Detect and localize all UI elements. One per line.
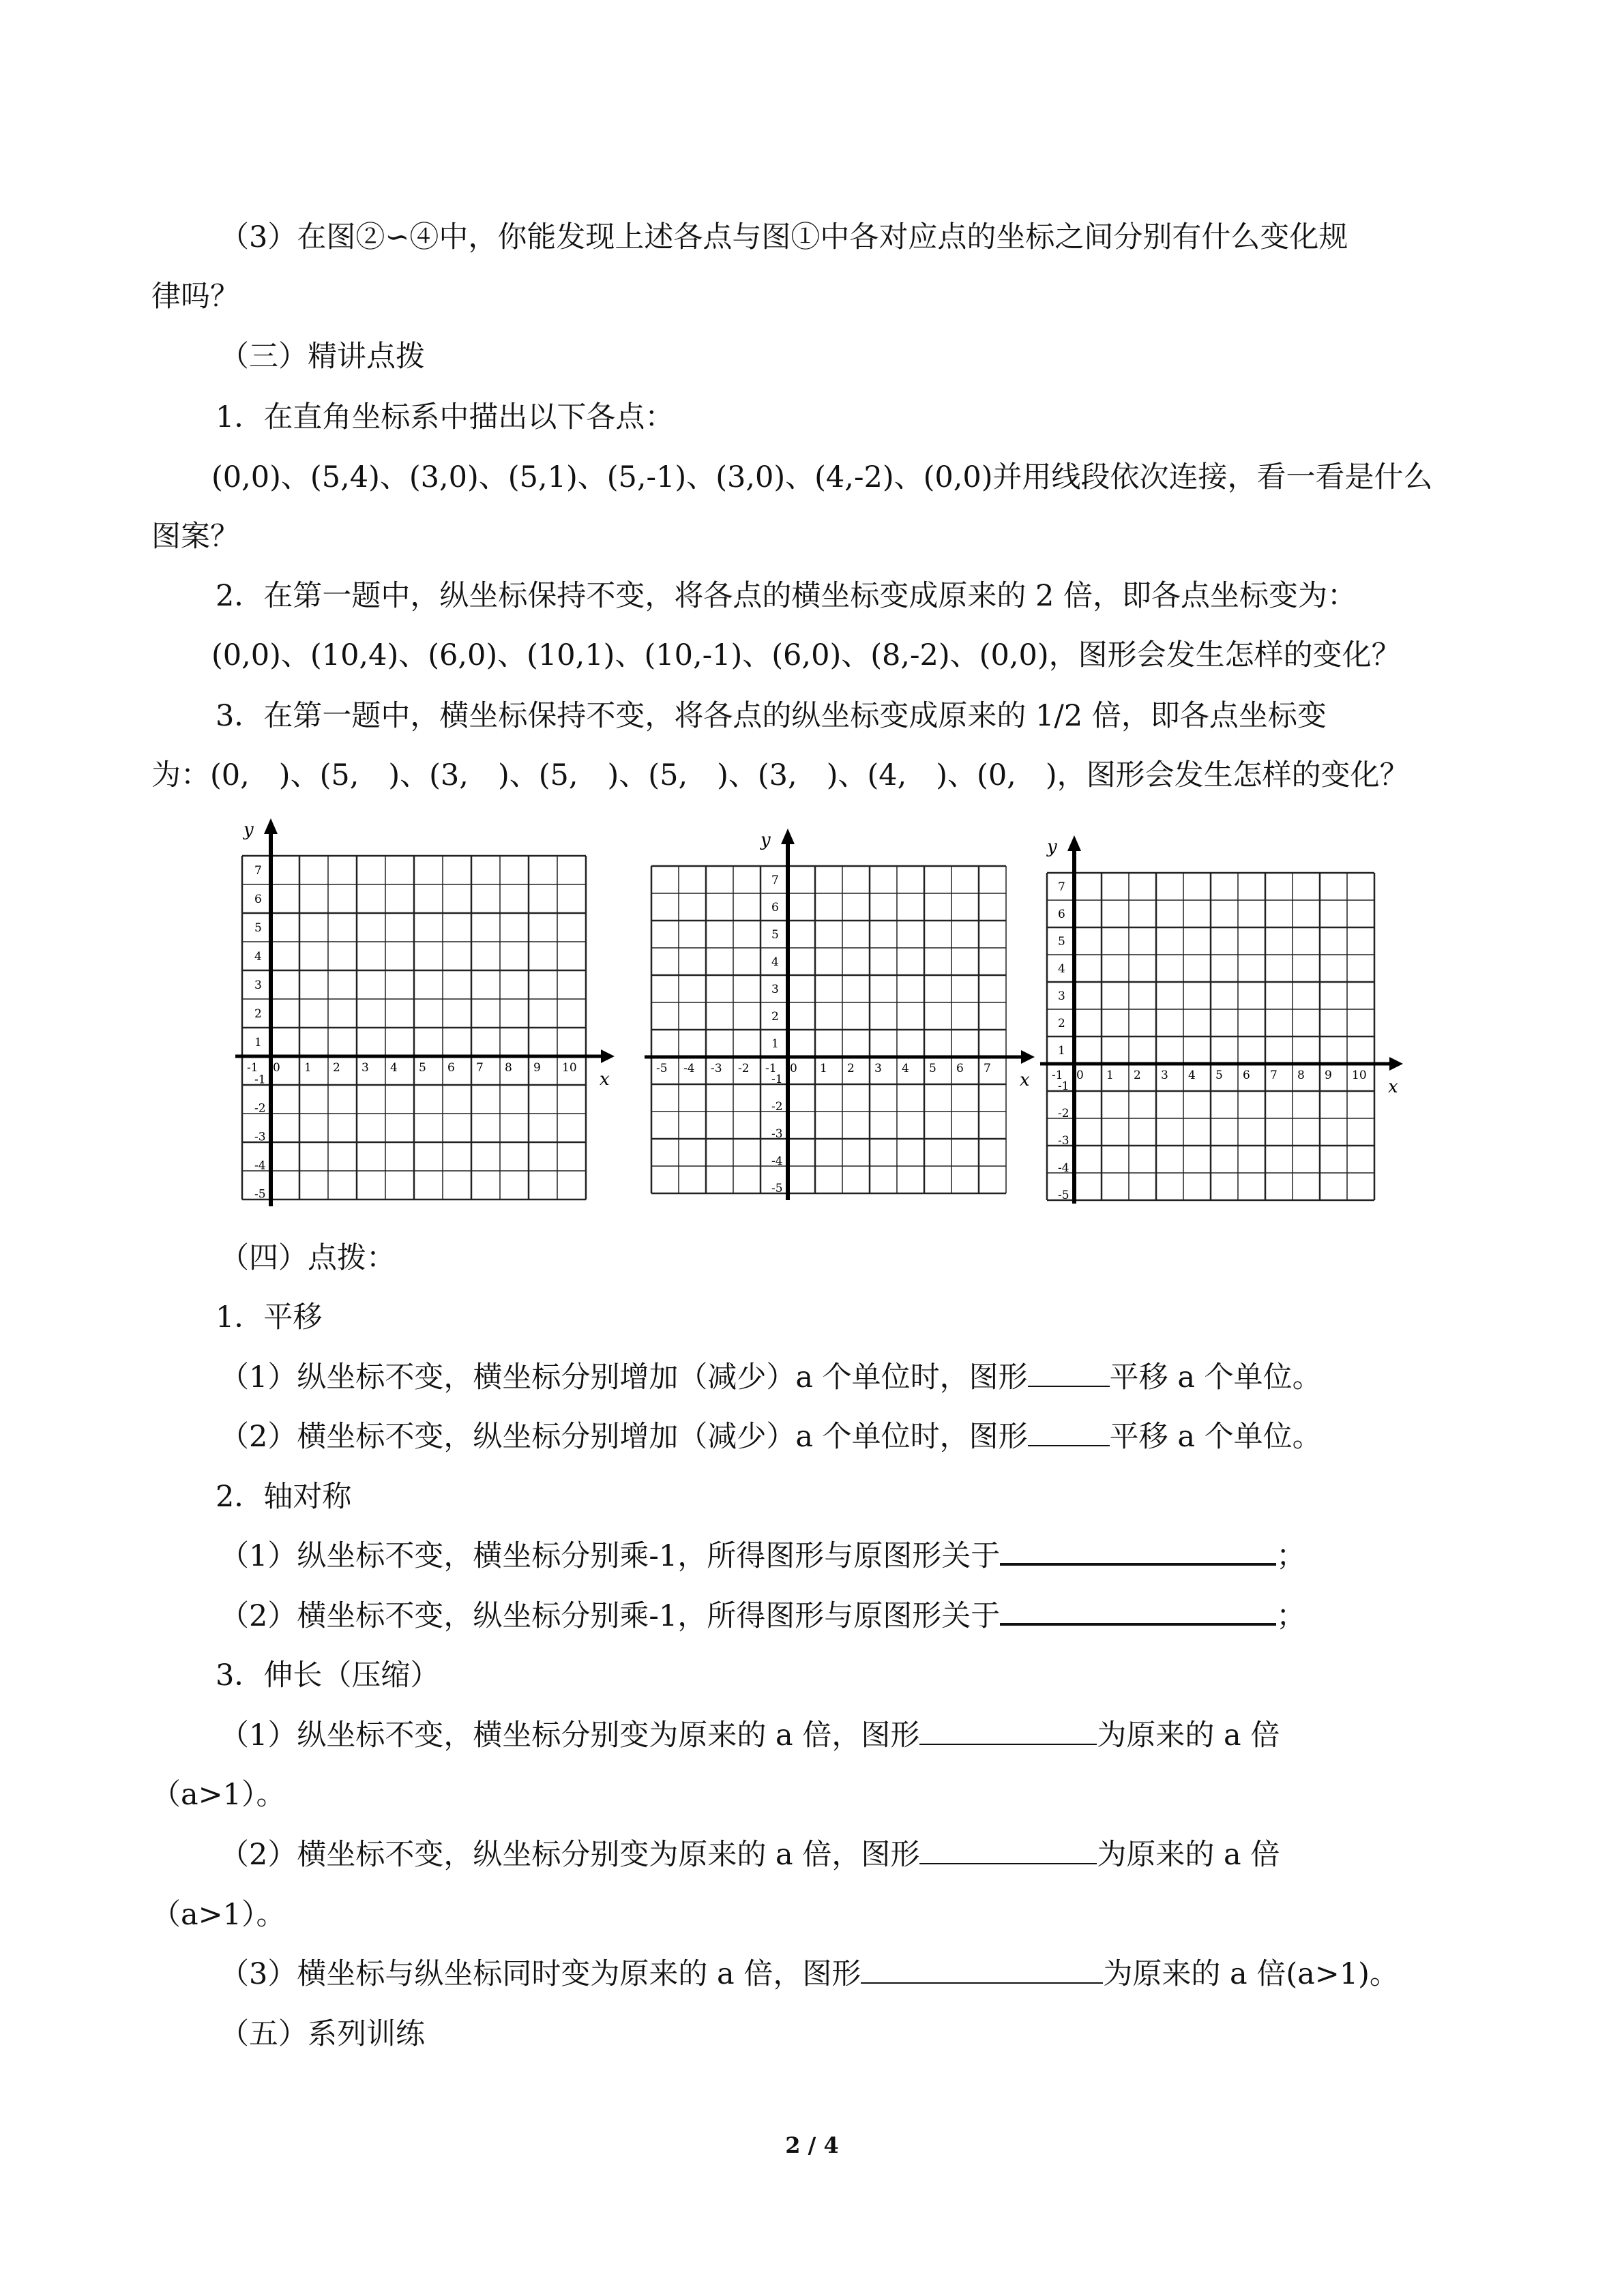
t1-a-line [220, 1357, 1322, 1398]
x-tick-label: 0 [790, 1062, 797, 1075]
x-tick-label: 3 [1161, 1069, 1168, 1082]
y-tick-label: 7 [1058, 880, 1065, 894]
y-tick-label: -3 [771, 1127, 783, 1141]
x-axis-label: x [600, 1069, 610, 1090]
y-tick-label: -2 [1058, 1107, 1069, 1120]
t2-a-line [220, 1536, 1305, 1577]
y-tick-label: -1 [254, 1073, 266, 1087]
t1-a-blank[interactable] [1028, 1358, 1110, 1387]
y-tick-label: 1 [1058, 1044, 1065, 1058]
x-tick-label: 5 [419, 1061, 426, 1075]
t3-b-text-after: 为原来的 a 倍 [1097, 1838, 1280, 1872]
x-tick-label: -4 [683, 1062, 695, 1075]
x-tick-label: 10 [562, 1061, 577, 1075]
x-tick-label: 1 [304, 1061, 312, 1075]
y-axis-label: y [1047, 837, 1057, 857]
x-axis-arrow-icon [1389, 1057, 1403, 1071]
t3-b-blank[interactable] [919, 1836, 1097, 1864]
t1-b-text: （2）横坐标不变，纵坐标分别增加（减少）a 个单位时，图形 [220, 1420, 1028, 1454]
p2-line-2: (0,0)、(10,4)、(6,0)、(10,1)、(10,-1)、(6,0)、(8,-2)、(0,0)，图形会发生怎样的变化？ [211, 638, 1401, 672]
t3-b-text: （2）横坐标不变，纵坐标分别变为原来的 a 倍，图形 [220, 1838, 920, 1872]
t3-c-text: （3）横坐标与纵坐标同时变为原来的 a 倍，图形 [220, 1957, 861, 1991]
t3-a-line [220, 1715, 1280, 1756]
x-tick-label: 3 [874, 1062, 882, 1075]
y-tick-label: 2 [771, 1010, 779, 1024]
t2-b-line [220, 1596, 1305, 1637]
x-tick-label: 4 [1188, 1069, 1196, 1082]
t3-a-blank[interactable] [919, 1716, 1097, 1745]
x-tick-label: 1 [820, 1062, 827, 1075]
t3-title: 3．伸长（压缩） [216, 1658, 440, 1693]
x-tick-label: 8 [1297, 1069, 1305, 1082]
y-tick-label: -4 [771, 1154, 783, 1168]
y-tick-label: -4 [254, 1159, 266, 1173]
t3-b-continuation: （a>1）。 [151, 1898, 286, 1932]
t2-b-semicolon: ； [1276, 1599, 1306, 1633]
y-tick-label: -5 [771, 1182, 783, 1195]
x-tick-label: 6 [1243, 1069, 1250, 1082]
x-tick-label: -2 [738, 1062, 750, 1075]
t2-a-semicolon: ； [1276, 1539, 1306, 1573]
y-axis-arrow-icon [781, 829, 795, 844]
y-tick-label: 7 [254, 864, 262, 878]
x-tick-label: 3 [361, 1061, 369, 1075]
y-tick-label: -5 [1058, 1189, 1069, 1202]
y-tick-label: 5 [254, 921, 262, 935]
y-tick-label: -2 [771, 1100, 783, 1114]
x-tick-label: 2 [1134, 1069, 1141, 1082]
x-tick-label: 7 [476, 1061, 484, 1075]
x-tick-label: 4 [390, 1061, 398, 1075]
p1-line-2: (0,0)、(5,4)、(3,0)、(5,1)、(5,-1)、(3,0)、(4,-2)、(0,0)并用线段依次连接，看一看是什么 [211, 460, 1433, 494]
t1-b-blank[interactable] [1028, 1418, 1110, 1446]
y-tick-label: 4 [1058, 962, 1065, 976]
y-tick-label: -1 [1058, 1079, 1069, 1093]
section-3-title: （三）精讲点拨 [220, 340, 425, 374]
y-tick-label: 7 [771, 874, 779, 887]
t2-title: 2．轴对称 [216, 1480, 352, 1514]
t1-b-text-after: 平移 a 个单位。 [1109, 1420, 1322, 1454]
p3-line-1: 3．在第一题中，横坐标保持不变，将各点的纵坐标变成原来的 1/2 倍，即各点坐标变 [216, 699, 1327, 733]
x-tick-label: 1 [1106, 1069, 1114, 1082]
x-tick-label: 4 [902, 1062, 909, 1075]
t3-c-blank[interactable] [861, 1955, 1103, 1984]
x-tick-label: 2 [847, 1062, 855, 1075]
y-axis-label: y [243, 820, 254, 840]
p1-line-3: 图案？ [151, 520, 239, 554]
section-5-title: （五）系列训练 [220, 2017, 425, 2051]
y-axis-label: y [761, 830, 771, 850]
y-tick-label: -2 [254, 1101, 266, 1116]
t1-a-text: （1）纵坐标不变，横坐标分别增加（减少）a 个单位时，图形 [220, 1360, 1028, 1395]
x-tick-label: 6 [447, 1061, 455, 1075]
y-tick-label: 3 [254, 979, 262, 992]
y-tick-label: 3 [1058, 989, 1065, 1003]
t3-c-text-after: 为原来的 a 倍(a>1)。 [1103, 1957, 1399, 1991]
x-axis-label: x [1020, 1070, 1030, 1090]
x-tick-label: 10 [1352, 1069, 1367, 1082]
x-tick-label: 6 [956, 1062, 964, 1075]
t3-a-text-after: 为原来的 a 倍 [1097, 1718, 1280, 1753]
y-tick-label: 4 [254, 950, 262, 964]
x-tick-label: 8 [505, 1061, 512, 1075]
y-tick-label: -4 [1058, 1161, 1069, 1175]
p1-line-1: 1．在直角坐标系中描出以下各点： [216, 400, 675, 434]
t2-b-blank[interactable] [1000, 1596, 1276, 1626]
y-tick-label: 3 [771, 983, 779, 996]
x-tick-label: 0 [273, 1061, 280, 1075]
y-tick-label: 1 [254, 1036, 262, 1049]
x-tick-label: 7 [984, 1062, 991, 1075]
t3-c-line [220, 1954, 1399, 1995]
y-tick-label: 2 [1058, 1017, 1065, 1030]
t1-title: 1．平移 [216, 1300, 323, 1335]
x-axis-arrow-icon [1021, 1050, 1035, 1064]
y-tick-label: -5 [254, 1187, 266, 1202]
y-tick-label: 1 [771, 1037, 779, 1051]
y-tick-label: 6 [1058, 908, 1065, 921]
x-tick-label: 5 [1215, 1069, 1223, 1082]
y-tick-label: 6 [254, 893, 262, 906]
t2-a-blank[interactable] [1000, 1536, 1276, 1566]
x-tick-label: 2 [333, 1061, 340, 1075]
x-tick-label: 9 [1325, 1069, 1332, 1082]
x-axis-label: x [1388, 1077, 1398, 1097]
x-tick-label: -1 [765, 1062, 777, 1075]
x-tick-label: -3 [711, 1062, 722, 1075]
p3-line-2: 为：(0, )、(5, )、(3, )、(5, )、(5, )、(3, )、(4, )、(0, )，图形会发生怎样的变化？ [151, 758, 1409, 792]
coordinate-grid-2 [641, 825, 1044, 1207]
t1-b-line [220, 1416, 1322, 1457]
x-tick-label: 5 [929, 1062, 936, 1075]
q3-line-1: （3）在图②∽④中，你能发现上述各点与图①中各对应点的坐标之间分别有什么变化规 [220, 220, 1348, 254]
coordinate-grid-1 [232, 815, 641, 1210]
t2-a-text: （1）纵坐标不变，横坐标分别乘-1，所得图形与原图形关于 [220, 1539, 1001, 1573]
t3-b-line [220, 1834, 1280, 1875]
x-tick-label: 9 [533, 1061, 541, 1075]
coordinate-grid-3 [1040, 835, 1436, 1204]
y-tick-label: -3 [1058, 1134, 1069, 1148]
y-axis-arrow-icon [1067, 835, 1081, 851]
t1-a-text-after: 平移 a 个单位。 [1109, 1360, 1322, 1395]
page-number: 2 / 4 [785, 2132, 839, 2158]
x-tick-label: -1 [247, 1061, 259, 1075]
y-tick-label: 4 [771, 955, 779, 969]
x-tick-label: 0 [1076, 1069, 1084, 1082]
x-axis-arrow-icon [601, 1049, 615, 1063]
y-tick-label: -3 [254, 1130, 266, 1144]
q3-line-2: 律吗？ [151, 280, 239, 314]
section-4-title: （四）点拨： [220, 1241, 396, 1275]
x-tick-label: 7 [1270, 1069, 1278, 1082]
y-tick-label: 5 [1058, 935, 1065, 949]
y-tick-label: 6 [771, 901, 779, 914]
t2-b-text: （2）横坐标不变，纵坐标分别乘-1，所得图形与原图形关于 [220, 1599, 1001, 1633]
y-tick-label: -1 [771, 1073, 783, 1086]
t3-a-continuation: （a>1）。 [151, 1778, 286, 1812]
x-tick-label: -5 [656, 1062, 668, 1075]
p2-line-1: 2．在第一题中，纵坐标保持不变，将各点的横坐标变成原来的 2 倍，即各点坐标变为： [216, 579, 1357, 613]
y-tick-label: 2 [254, 1007, 262, 1021]
y-tick-label: 5 [771, 928, 779, 942]
t3-a-text: （1）纵坐标不变，横坐标分别变为原来的 a 倍，图形 [220, 1718, 920, 1753]
y-axis-arrow-icon [264, 818, 278, 834]
x-tick-label: -1 [1052, 1069, 1063, 1082]
